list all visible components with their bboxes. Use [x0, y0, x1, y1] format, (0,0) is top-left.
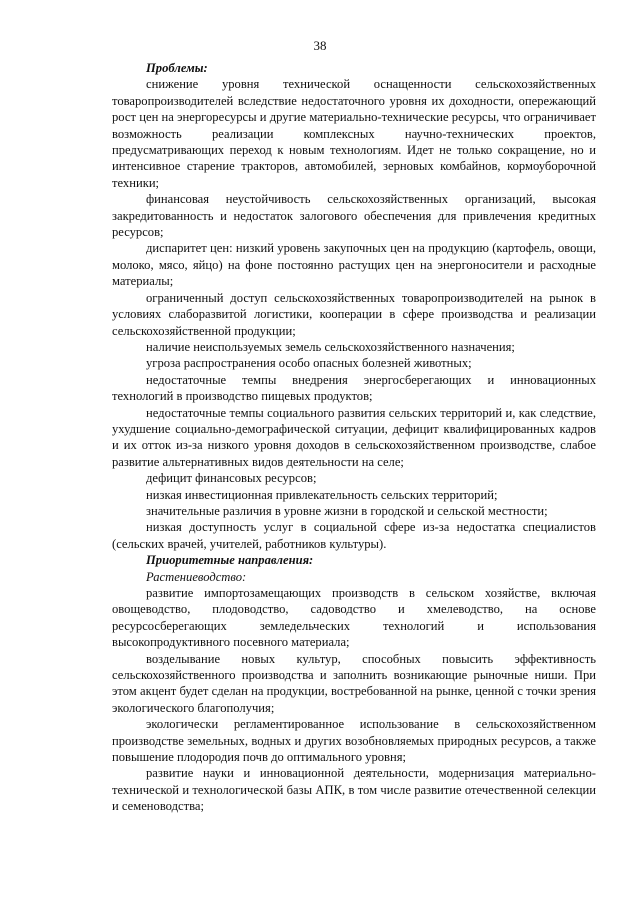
- priorities-heading: Приоритетные направления:: [146, 553, 314, 568]
- priority-item: возделывание новых культур, способных повысить эффективность сельскохозяйственного производства и заполнить возникающие рыночные ниши. При этом акцент будет сделан на продукции, востребованной на рынке, ценной с точки зрения экологического благополучия;: [112, 651, 596, 715]
- problem-item: значительные различия в уровне жизни в городской и сельской местности;: [146, 503, 548, 518]
- priority-item: экологически регламентированное использование в сельскохозяйственном производстве земельных, водных и других возобновляемых природных ресурсов, а также повышение плодородия почв до оптимального уровня;: [112, 717, 596, 765]
- problem-item: финансовая неустойчивость сельскохозяйственных организаций, высокая закредитованность и недостаток залогового обеспечения для привлечения кредитных ресурсов;: [112, 192, 596, 240]
- problems-heading: Проблемы:: [146, 61, 208, 75]
- page-content: [112, 60, 596, 815]
- page-number: 38: [313, 38, 327, 53]
- priority-item: развитие импортозамещающих производств в сельском хозяйстве, включая овощеводство, плодоводство, садоводство и хмелеводство, на основе ресурсосберегающих земледельческих технологий и использования высокопродуктивного посевного материала;: [112, 586, 596, 650]
- problem-item: снижение уровня технической оснащенности сельскохозяйственных товаропроизводителей вследствие недостаточного уровня их доходности, опережающий рост цен на энергоресурсы и другие материально-технические ресурсы, что ограничивает возможность реализации комплексных научно-технических проектов, предусматривающих переход к новым технологиям. Идет не только сокращение, но и интенсивное старение тракторов, автомобилей, зерновых комбайнов, кормоуборочной техники;: [112, 77, 596, 190]
- problem-item: низкая доступность услуг в социальной сфере из-за недостатка специалистов (сельских врачей, учителей, работников культуры).: [112, 520, 596, 551]
- problem-item: угроза распространения особо опасных болезней животных;: [146, 356, 472, 371]
- problem-item: диспаритет цен: низкий уровень закупочных цен на продукцию (картофель, овощи, молоко, мясо, яйцо) на фоне постоянно растущих цен на энергоносители и расходные материалы;: [112, 241, 596, 289]
- priorities-subheading: Растениеводство:: [146, 569, 247, 584]
- priority-item: развитие науки и инновационной деятельности, модернизация материально-технической и технологической базы АПК, в том числе развитие отечественной селекции и семеноводства;: [112, 766, 596, 814]
- problem-item: дефицит финансовых ресурсов;: [146, 471, 317, 486]
- problem-item: наличие неиспользуемых земель сельскохозяйственного назначения;: [146, 339, 515, 354]
- problem-item: недостаточные темпы социального развития сельских территорий и, как следствие, ухудшение социально-демографической ситуации, дефицит квалифицированных кадров и их отток из-за низкого уровня доходов в сельскохозяйственном производстве, слабое развитие альтернативных видов деятельности на селе;: [112, 405, 596, 469]
- problem-item: недостаточные темпы внедрения энергосберегающих и инновационных технологий в производство пищевых продуктов;: [112, 372, 596, 404]
- problem-item: ограниченный доступ сельскохозяйственных товаропроизводителей на рынок в условиях слаборазвитой логистики, кооперации в сфере производства и реализации сельскохозяйственной продукции;: [112, 290, 596, 338]
- problem-item: низкая инвестиционная привлекательность сельских территорий;: [146, 487, 498, 502]
